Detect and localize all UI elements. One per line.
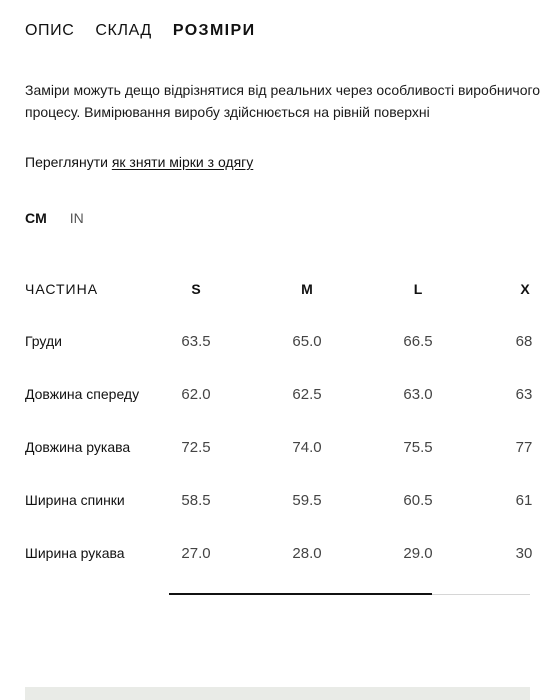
row-label-chest: Груди xyxy=(25,333,62,349)
table-cell: 68 xyxy=(515,333,533,350)
table-cell: 61 xyxy=(515,492,533,509)
row-label-front-length: Довжина спереду xyxy=(25,386,140,402)
table-cell: 66.5 xyxy=(403,333,433,350)
tab-composition[interactable]: СКЛАД xyxy=(95,22,152,39)
table-cell: 75.5 xyxy=(403,439,433,456)
row-label-back-width: Ширина спинки xyxy=(25,492,125,508)
table-cell: 28.0 xyxy=(292,545,322,562)
table-cell: 58.5 xyxy=(181,492,211,509)
table-cell: 59.5 xyxy=(292,492,322,509)
table-cell: 62.0 xyxy=(181,386,211,403)
column-header-size-s: S xyxy=(191,281,201,297)
table-cell: 30 xyxy=(515,545,533,562)
column-header-size-x: X xyxy=(520,281,530,297)
column-header-part: ЧАСТИНА xyxy=(25,281,99,297)
table-cell: 74.0 xyxy=(292,439,322,456)
table-cell: 65.0 xyxy=(292,333,322,350)
column-header-size-l: L xyxy=(413,281,423,297)
row-label-sleeve-width: Ширина рукава xyxy=(25,545,125,561)
table-cell: 27.0 xyxy=(181,545,211,562)
tab-description[interactable]: ОПИС xyxy=(25,22,75,39)
bottom-panel xyxy=(25,687,530,700)
table-cell: 77 xyxy=(515,439,533,456)
tab-sizes[interactable]: РОЗМІРИ xyxy=(172,22,256,39)
unit-cm-button[interactable]: CM xyxy=(25,210,47,226)
table-cell: 62.5 xyxy=(292,386,322,403)
table-scroll-thumb[interactable] xyxy=(169,593,432,595)
how-to-measure-link[interactable]: як зняти мірки з одягу xyxy=(111,154,254,170)
measurement-note: Заміри можуть дещо відрізнятися від реальних через особливості виробничого процесу. Вимірювання виробу здійснюється на рівній поверхні xyxy=(25,82,541,120)
unit-in-button[interactable]: IN xyxy=(69,210,84,226)
how-to-measure-prefix: Переглянути xyxy=(25,154,112,170)
table-cell: 63.5 xyxy=(181,333,211,350)
table-cell: 72.5 xyxy=(181,439,211,456)
table-cell: 60.5 xyxy=(403,492,433,509)
table-cell: 63.0 xyxy=(403,386,433,403)
table-cell: 29.0 xyxy=(403,545,433,562)
row-label-sleeve-length: Довжина рукава xyxy=(25,439,131,455)
table-cell: 63 xyxy=(515,386,533,403)
column-header-size-m: M xyxy=(301,281,313,297)
